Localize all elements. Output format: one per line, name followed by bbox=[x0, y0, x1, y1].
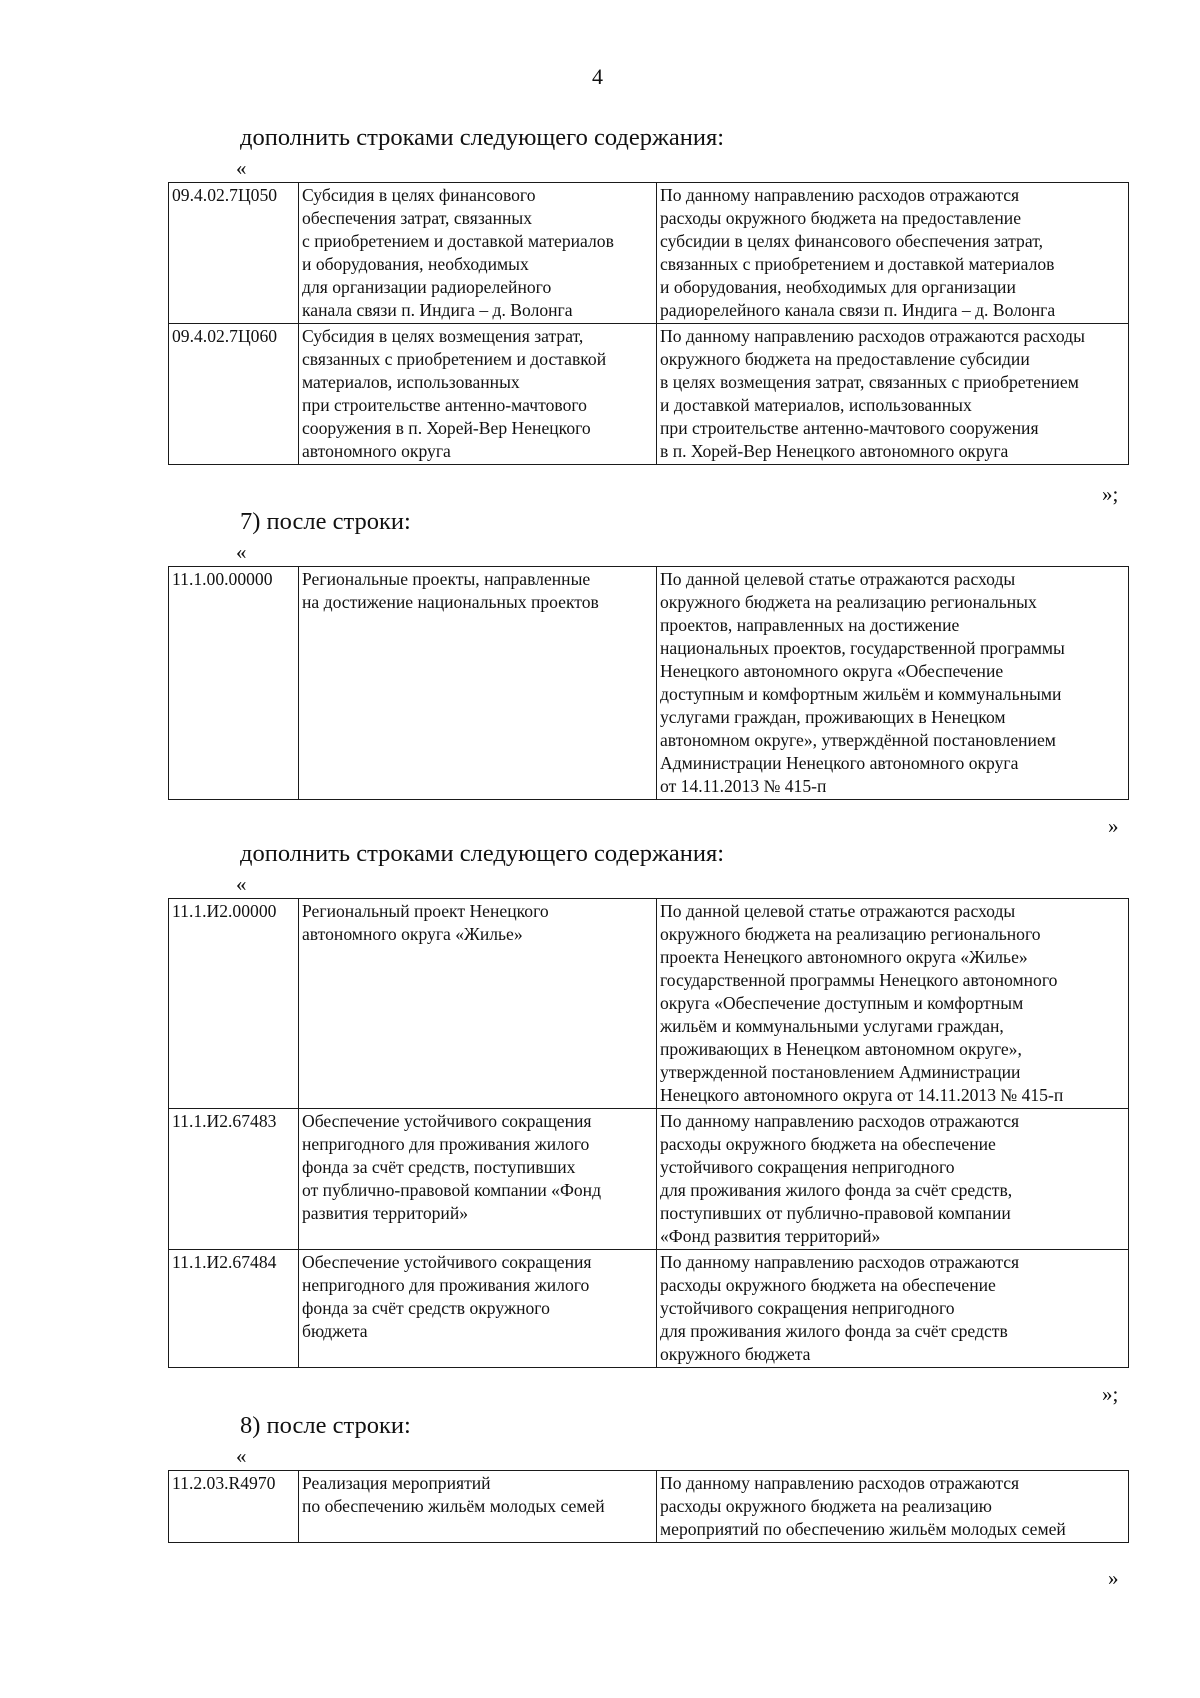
codes-table bbox=[168, 1470, 1129, 1543]
row-code: 09.4.02.7Ц060 bbox=[169, 324, 299, 465]
table-row bbox=[169, 324, 1129, 465]
codes-table bbox=[168, 566, 1129, 800]
close-quote: » bbox=[1108, 814, 1119, 838]
section-heading: 8) после строки: bbox=[240, 1412, 411, 1439]
row-name: Обеспечение устойчивого сокращения непригодного для проживания жилого фонда за счёт средств окружного бюджета bbox=[299, 1250, 657, 1368]
row-name: Реализация мероприятий по обеспечению жильём молодых семей bbox=[299, 1471, 657, 1543]
open-quote: « bbox=[236, 1444, 247, 1468]
row-description: По данному направлению расходов отражаются расходы окружного бюджета на предоставление субсидии в целях возмещения затрат, связанных с приобретением и доставкой материалов, использованных при строительстве антенно-мачтового сооружения в п. Хорей-Вер Ненецкого автономного округа bbox=[657, 324, 1129, 465]
row-name: Региональный проект Ненецкого автономного округа «Жилье» bbox=[299, 899, 657, 1109]
row-code: 11.1.И2.67484 bbox=[169, 1250, 299, 1368]
row-name: Субсидия в целях возмещения затрат, связанных с приобретением и доставкой материалов, использованных при строительстве антенно-мачтового сооружения в п. Хорей-Вер Ненецкого автономного округа bbox=[299, 324, 657, 465]
table-row bbox=[169, 1250, 1129, 1368]
open-quote: « bbox=[236, 540, 247, 564]
codes-table bbox=[168, 182, 1129, 465]
close-quote: »; bbox=[1102, 482, 1119, 506]
table-row bbox=[169, 1471, 1129, 1543]
row-code: 11.1.И2.00000 bbox=[169, 899, 299, 1109]
close-quote: »; bbox=[1102, 1382, 1119, 1406]
row-code: 09.4.02.7Ц050 bbox=[169, 183, 299, 324]
close-quote: » bbox=[1108, 1566, 1119, 1590]
section-heading: дополнить строками следующего содержания: bbox=[240, 840, 725, 867]
row-name: Субсидия в целях финансового обеспечения затрат, связанных с приобретением и доставкой материалов и оборудования, необходимых для организации радиорелейного канала связи п. Индига – д. Волонга bbox=[299, 183, 657, 324]
table-row bbox=[169, 1109, 1129, 1250]
row-code: 11.1.И2.67483 bbox=[169, 1109, 299, 1250]
row-description: По данному направлению расходов отражаются расходы окружного бюджета на обеспечение устойчивого сокращения непригодного для проживания жилого фонда за счёт средств окружного бюджета bbox=[657, 1250, 1129, 1368]
row-code: 11.2.03.R4970 bbox=[169, 1471, 299, 1543]
codes-table bbox=[168, 898, 1129, 1368]
page-number: 4 bbox=[592, 64, 603, 89]
row-description: По данной целевой статье отражаются расходы окружного бюджета на реализацию региональных проектов, направленных на достижение национальных проектов, государственной программы Ненецкого автономного округа «Обеспечение доступным и комфортным жильём и коммунальными услугами граждан, проживающих в Ненецком автономном округе», утверждённой постановлением Администрации Ненецкого автономного округа от 14.11.2013 № 415-п bbox=[657, 567, 1129, 800]
row-description: По данному направлению расходов отражаются расходы окружного бюджета на предоставление субсидии в целях финансового обеспечения затрат, связанных с приобретением и доставкой материалов и оборудования, необходимых для организации радиорелейного канала связи п. Индига – д. Волонга bbox=[657, 183, 1129, 324]
row-code: 11.1.00.00000 bbox=[169, 567, 299, 800]
row-description: По данному направлению расходов отражаются расходы окружного бюджета на обеспечение устойчивого сокращения непригодного для проживания жилого фонда за счёт средств, поступивших от публично-правовой компании «Фонд развития территорий» bbox=[657, 1109, 1129, 1250]
row-name: Региональные проекты, направленные на достижение национальных проектов bbox=[299, 567, 657, 800]
row-description: По данной целевой статье отражаются расходы окружного бюджета на реализацию регионального проекта Ненецкого автономного округа «Жилье» государственной программы Ненецкого автономного округа «Обеспечение доступным и комфортным жильём и коммунальными услугами граждан, проживающих в Ненецком автономном округе», утвержденной постановлением Администрации Ненецкого автономного округа от 14.11.2013 № 415-п bbox=[657, 899, 1129, 1109]
table-row bbox=[169, 183, 1129, 324]
table-row bbox=[169, 567, 1129, 800]
open-quote: « bbox=[236, 156, 247, 180]
row-name: Обеспечение устойчивого сокращения непригодного для проживания жилого фонда за счёт средств, поступивших от публично-правовой компании «Фонд развития территорий» bbox=[299, 1109, 657, 1250]
open-quote: « bbox=[236, 872, 247, 896]
section-heading: 7) после строки: bbox=[240, 508, 411, 535]
row-description: По данному направлению расходов отражаются расходы окружного бюджета на реализацию мероприятий по обеспечению жильём молодых семей bbox=[657, 1471, 1129, 1543]
table-row bbox=[169, 899, 1129, 1109]
section-heading: дополнить строками следующего содержания: bbox=[240, 124, 725, 151]
